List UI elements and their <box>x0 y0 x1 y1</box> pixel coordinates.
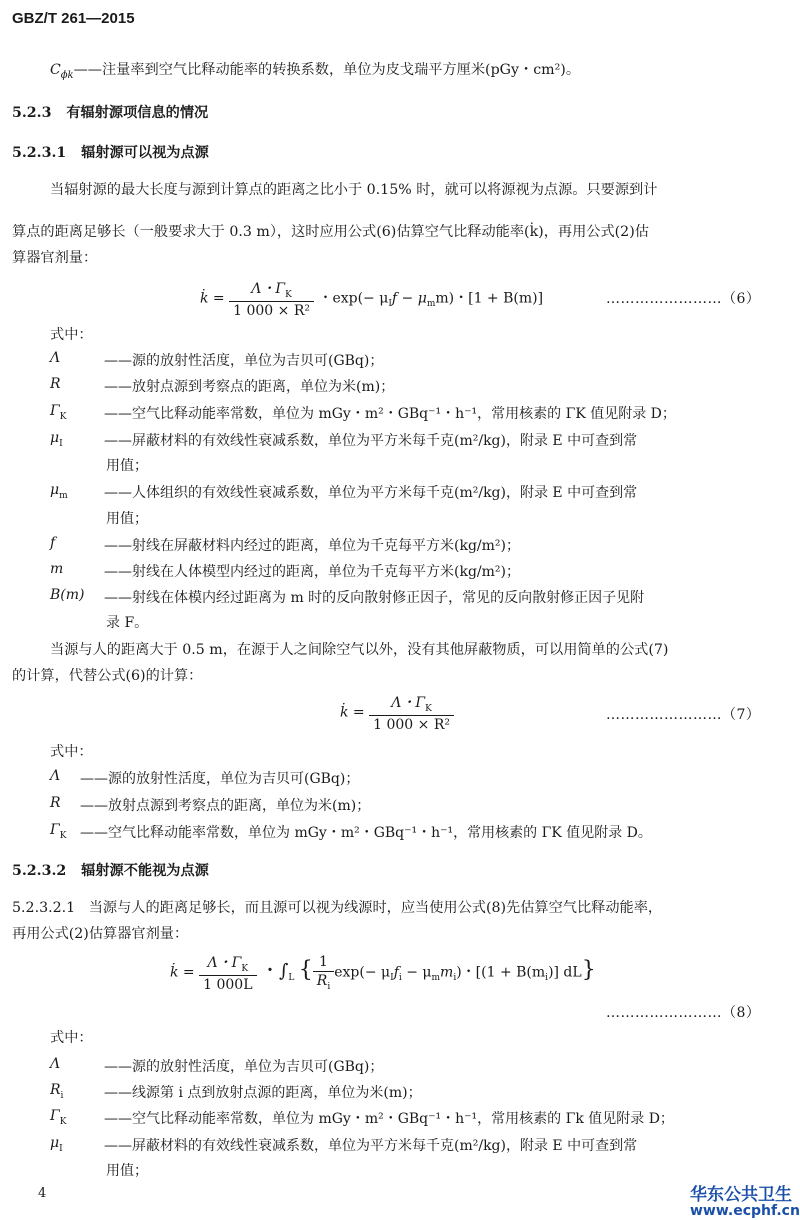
def-mu-tissue-cont: 用值； <box>106 511 148 527</box>
equation-7: k̇ = $\frac{\Lambda・\Gamma_K}{\text{1 000 × R²}}$ <box>340 692 454 733</box>
equation-7-number: ……………………（7） <box>606 707 761 723</box>
para2-line1: 当源与人的距离大于 0.5 m，在源于人之间除空气以外，没有其他屏蔽物质，可以用简单的公式(7) <box>50 642 669 658</box>
section-5-2-3-2-1-line1: 5.2.3.2.1 当源与人的距离足够长，而且源可以视为线源时，应当使用公式(8)先估算空气比释动能率， <box>12 900 663 916</box>
where-label-2: 式中： <box>50 744 93 760</box>
page-number: 4 <box>38 1186 47 1201</box>
cphi-definition: $C_{\phi k}——$注量率到空气比释动能率的转换系数，单位为皮戈瑞平方厘米(pGy・cm²)。 <box>50 62 581 81</box>
def3-distance: $R_i$ ——线源第 i 点到放射点源的距离，单位为米(m)； <box>50 1082 422 1101</box>
def3-mu-shield: $\mu_I$ ——屏蔽材料的有效线性衰减系数，单位为平方米每千克(m²/kg)，附录 E 中可查到常 <box>50 1135 638 1154</box>
def-f: f ——射线在屏蔽材料内经过的距离，单位为千克每平方米(kg/m²)； <box>50 535 520 554</box>
def-activity: Λ ——源的放射性活度，单位为吉贝可(GBq)； <box>50 350 384 369</box>
def2-kerma-constant: $\Gamma_K$ ——空气比释动能率常数，单位为 mGy・m²・GBq⁻¹・h⁻¹，常用核素的 ΓK 值见附录 D。 <box>50 822 652 841</box>
para1-line1: 当辐射源的最大长度与源到计算点的距离之比小于 0.15% 时，就可以将源视为点源。只要源到计 <box>50 182 658 198</box>
section-5-2-3-heading: 5.2.3 有辐射源项信息的情况 <box>12 105 209 121</box>
section-5-2-3-2-1-line2: 再用公式(2)估算器官剂量： <box>12 926 189 942</box>
equation-8: k̇ = $\frac{\Lambda・\Gamma_K}{1 000L}$ ・$\int_L$ { $\frac{1}{R_i}$ $\exp(- \mu_If_i - \mu_mm_i)$・[$(1 + B(m_i)]$ dL} <box>170 953 596 993</box>
equation-8-number: ……………………（8） <box>606 1005 761 1021</box>
def3-activity: Λ ——源的放射性活度，单位为吉贝可(GBq)； <box>50 1056 384 1075</box>
where-label-3: 式中： <box>50 1030 93 1046</box>
para2-line2: 的计算，代替公式(6)的计算： <box>12 668 203 684</box>
para1-line2: 算点的距离足够长（一般要求大于 0.3 m），这时应用公式(6)估算空气比释动能率(k̇)，再用公式(2)估 <box>12 224 649 240</box>
def-mu-shield: $\mu_I$ ——屏蔽材料的有效线性衰减系数，单位为平方米每千克(m²/kg)，附录 E 中可查到常 <box>50 430 638 449</box>
def3-kerma-constant: $\Gamma_K$ ——空气比释动能率常数，单位为 mGy・m²・GBq⁻¹・h⁻¹，常用核素的 Γk 值见附录 D； <box>50 1108 674 1127</box>
section-5-2-3-1-heading: 5.2.3.1 辐射源可以视为点源 <box>12 145 209 161</box>
def-backscatter-cont: 录 F。 <box>106 615 149 631</box>
section-5-2-3-2-heading: 5.2.3.2 辐射源不能视为点源 <box>12 863 209 879</box>
para1-line3: 算器官剂量： <box>12 250 98 266</box>
def2-activity: Λ ——源的放射性活度，单位为吉贝可(GBq)； <box>50 768 360 787</box>
watermark-title: 华东公共卫生 <box>690 1185 792 1205</box>
def2-distance: R ——放射点源到考察点的距离，单位为米(m)； <box>50 795 371 814</box>
def-backscatter: B(m) ——射线在体模内经过距离为 m 时的反向散射修正因子，常见的反向散射修正因子见附 <box>50 587 645 606</box>
watermark-url: www.ecphf.cn <box>690 1203 800 1219</box>
def3-mu-shield-cont: 用值； <box>106 1163 148 1179</box>
def-mu-tissue: $\mu_m$ ——人体组织的有效线性衰减系数，单位为平方米每千克(m²/kg)，附录 E 中可查到常 <box>50 482 638 501</box>
def-kerma-constant: $\Gamma_K$ ——空气比释动能率常数，单位为 mGy・m²・GBq⁻¹・h⁻¹，常用核素的 ΓK 值见附录 D； <box>50 403 676 422</box>
def-m: m ——射线在人体模型内经过的距离，单位为千克每平方米(kg/m²)； <box>50 561 520 580</box>
where-label-1: 式中： <box>50 327 93 343</box>
equation-6: k̇ = $\frac{\Lambda・\Gamma_K}{\text{1 000 × R²}}$ ・$\exp(- \mu_If - \mu_mm)$・[1 + B(m)] <box>200 278 543 319</box>
def-distance: R ——放射点源到考察点的距离，单位为米(m)； <box>50 376 395 395</box>
def-mu-shield-cont: 用值； <box>106 458 148 474</box>
document-code: GBZ/T 261—2015 <box>12 10 135 27</box>
equation-6-number: ……………………（6） <box>606 291 761 307</box>
